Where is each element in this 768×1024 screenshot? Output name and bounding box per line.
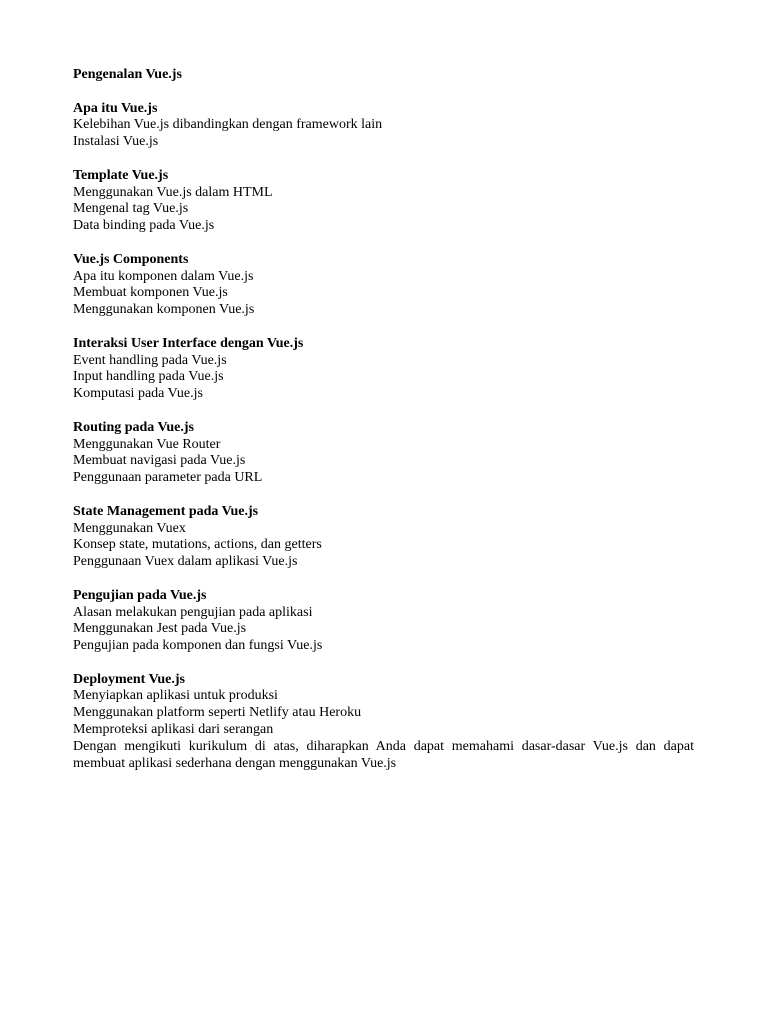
section-item: Alasan melakukan pengujian pada aplikasi	[73, 604, 313, 620]
section-routing	[73, 420, 694, 487]
section-item: Pengujian pada komponen dan fungsi Vue.js	[73, 638, 323, 654]
section-item: Instalasi Vue.js	[73, 134, 159, 150]
section-template-vuejs	[73, 168, 694, 235]
section-item: Menggunakan Vue Router	[73, 436, 221, 452]
section-item: Menggunakan Jest pada Vue.js	[73, 621, 247, 637]
section-heading: Apa itu Vue.js	[73, 100, 158, 116]
section-item: Penggunaan Vuex dalam aplikasi Vue.js	[73, 554, 298, 570]
section-heading: Routing pada Vue.js	[73, 419, 194, 435]
document-page	[73, 67, 694, 772]
section-item: Konsep state, mutations, actions, dan getters	[73, 537, 322, 553]
section-apa-itu-vuejs	[73, 101, 694, 151]
section-item: Apa itu komponen dalam Vue.js	[73, 268, 254, 284]
section-pengujian	[73, 588, 694, 655]
section-item: Input handling pada Vue.js	[73, 369, 224, 385]
section-item: Menggunakan platform seperti Netlify atau Heroku	[73, 705, 362, 721]
section-item: Membuat navigasi pada Vue.js	[73, 453, 246, 469]
section-item: Memproteksi aplikasi dari serangan	[73, 722, 274, 738]
closing-paragraph: Dengan mengikuti kurikulum di atas, diharapkan Anda dapat memahami dasar-dasar Vue.js dan dapat membuat aplikasi sederhana dengan menggunakan Vue.js	[73, 738, 694, 771]
section-vuejs-components	[73, 252, 694, 319]
section-heading: Vue.js Components	[73, 251, 189, 267]
section-interaksi-ui	[73, 336, 694, 403]
section-item: Data binding pada Vue.js	[73, 218, 215, 234]
section-item: Menggunakan Vuex	[73, 520, 186, 536]
section-heading: Template Vue.js	[73, 167, 169, 183]
section-item: Kelebihan Vue.js dibandingkan dengan framework lain	[73, 117, 383, 133]
section-heading: State Management pada Vue.js	[73, 503, 259, 519]
section-item: Mengenal tag Vue.js	[73, 201, 189, 217]
section-item: Menggunakan Vue.js dalam HTML	[73, 184, 273, 200]
section-item: Menggunakan komponen Vue.js	[73, 302, 255, 318]
section-item: Event handling pada Vue.js	[73, 352, 227, 368]
section-heading: Interaksi User Interface dengan Vue.js	[73, 335, 304, 351]
section-item: Membuat komponen Vue.js	[73, 285, 228, 301]
section-item: Penggunaan parameter pada URL	[73, 470, 263, 486]
section-item: Komputasi pada Vue.js	[73, 386, 203, 402]
section-item: Menyiapkan aplikasi untuk produksi	[73, 688, 278, 704]
section-state-management	[73, 504, 694, 571]
document-title: Pengenalan Vue.js	[73, 67, 182, 82]
section-deployment	[73, 672, 694, 773]
section-heading: Deployment Vue.js	[73, 671, 186, 687]
section-heading: Pengujian pada Vue.js	[73, 587, 207, 603]
